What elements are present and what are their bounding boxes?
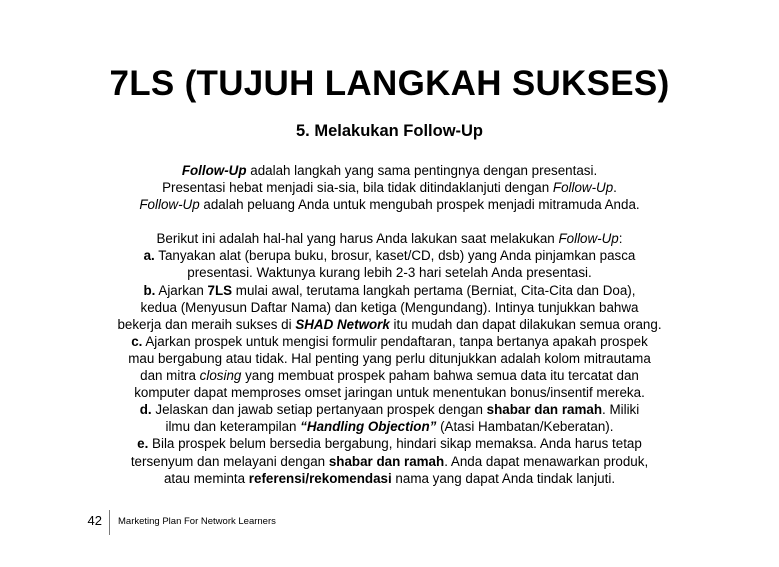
- text-line: Follow-Up adalah langkah yang sama pentingnya dengan presentasi.: [181, 163, 598, 178]
- text-line: komputer dapat memproses omset jaringan untuk menentukan bonus/insentif mereka.: [134, 385, 645, 401]
- text-line: Follow-Up adalah peluang Anda untuk mengubah prospek menjadi mitramuda Anda.: [139, 197, 640, 213]
- text-line: a. Tanyakan alat (berupa buku, brosur, kaset/CD, dsb) yang Anda pinjamkan pasca: [143, 248, 636, 264]
- footer-divider: [109, 510, 110, 535]
- text-line: Presentasi hebat menjadi sia-sia, bila tidak ditindaklanjuti dengan Follow-Up.: [162, 180, 617, 196]
- text-line: mau bergabung atau tidak. Hal penting yang perlu ditunjukkan adalah kolom mitrautama: [128, 350, 651, 366]
- text-line: e. Bila prospek belum bersedia bergabung, hindari sikap memaksa. Anda harus tetap: [137, 436, 642, 452]
- text-line: c. Ajarkan prospek untuk mengisi formulir pendaftaran, tanpa bertanya apakah prospek: [131, 333, 648, 349]
- text-line: kedua (Menyusun Daftar Nama) dan ketiga (Mengundang). Intinya tunjukkan bahwa: [140, 299, 639, 315]
- page-number: 42: [87, 513, 102, 528]
- text-line: ilmu dan keterampilan “Handling Objection” (Atasi Hambatan/Keberatan).: [165, 419, 614, 435]
- text-line: presentasi. Waktunya kurang lebih 2-3 hari setelah Anda presentasi.: [187, 265, 592, 281]
- section-subtitle: 5. Melakukan Follow-Up: [295, 122, 484, 140]
- footer-caption: Marketing Plan For Network Learners: [118, 516, 276, 527]
- text-line: Berikut ini adalah hal-hal yang harus Anda lakukan saat melakukan Follow-Up:: [156, 231, 623, 247]
- text-line: b. Ajarkan 7LS mulai awal, terutama langkah pertama (Berniat, Cita-Cita dan Doa),: [143, 282, 636, 298]
- text-line: dan mitra closing yang membuat prospek paham bahwa semua data itu tercatat dan: [140, 368, 639, 384]
- text-line: bekerja dan meraih sukses di SHAD Network itu mudah dan dapat dilakukan semua orang.: [117, 316, 662, 332]
- paragraph-gap: [70, 213, 709, 230]
- text-line: d. Jelaskan dan jawab setiap pertanyaan prospek dengan shabar dan ramah. Miliki: [139, 402, 640, 418]
- text-line: tersenyum dan melayani dengan shabar dan ramah. Anda dapat menawarkan produk,: [130, 453, 649, 469]
- body-text: [70, 162, 709, 487]
- text-line: atau meminta referensi/rekomendasi nama yang dapat Anda tindak lanjuti.: [163, 470, 616, 486]
- page-title: 7LS (TUJUH LANGKAH SUKSES): [109, 64, 670, 103]
